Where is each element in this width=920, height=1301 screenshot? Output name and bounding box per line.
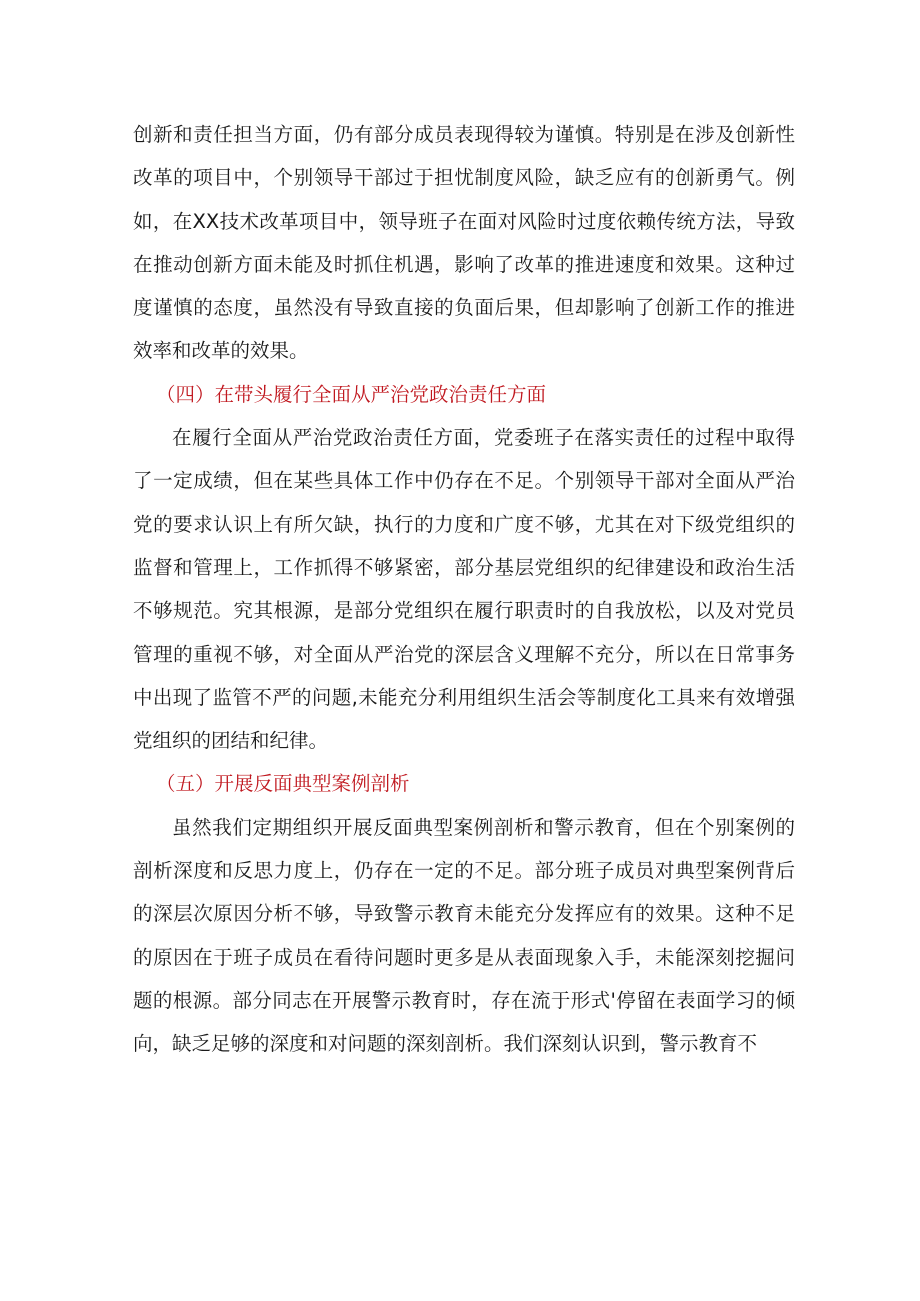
section-heading-5: （五）开展反面典型案例剖析 — [156, 772, 410, 796]
section-heading-4: （四）在带头履行全面从严治党政治责任方面 — [156, 382, 547, 406]
paragraph-case-analysis: 虽然我们定期组织开展反面典型案例剖析和警示教育，但在个别案例的剖析深度和反思力度上，仍存在一定的不足。部分班子成员对典型案例背后的深层次原因分析不够，导致警示教育未能充分发挥应有的效果。这种不足的原因在于班子成员在看待问题时更多是从表面现象入手，未能深刻挖掘问题的根源。部分同志在开展警示教育时，存在流于形式'停留在表面学习的倾向，缺乏足够的深度和对问题的深刻剖析。我们深刻认识到，警示教育不 — [133, 815, 795, 1056]
document-body — [133, 113, 795, 1066]
paragraph-party-governance: 在履行全面从严治党政治责任方面，党委班子在落实责任的过程中取得了一定成绩，但在某些具体工作中仍存在不足。个别领导干部对全面从严治党的要求认识上有所欠缺，执行的力度和广度不够，尤其在对下级党组织的监督和管理上，工作抓得不够紧密，部分基层党组织的纪律建设和政治生活不够规范。究其根源，是部分党组织在履行职责时的自我放松，以及对党员管理的重视不够，对全面从严治党的深层含义理解不充分，所以在日常事务中出现了监管不严的问题,未能充分利用组织生活会等制度化工具来有效增强党组织的团结和纪律。 — [133, 426, 795, 753]
paragraph-innovation-caution: 创新和责任担当方面，仍有部分成员表现得较为谨慎。特别是在涉及创新性改革的项目中，个别领导干部过于担忧制度风险，缺乏应有的创新勇气。例如，在XX技术改革项目中，领导班子在面对风险时过度依赖传统方法，导致在推动创新方面未能及时抓住机遇，影响了改革的推进速度和效果。这种过度谨慎的态度，虽然没有导致直接的负面后果，但却影响了创新工作的推进效率和改革的效果。 — [133, 123, 795, 363]
